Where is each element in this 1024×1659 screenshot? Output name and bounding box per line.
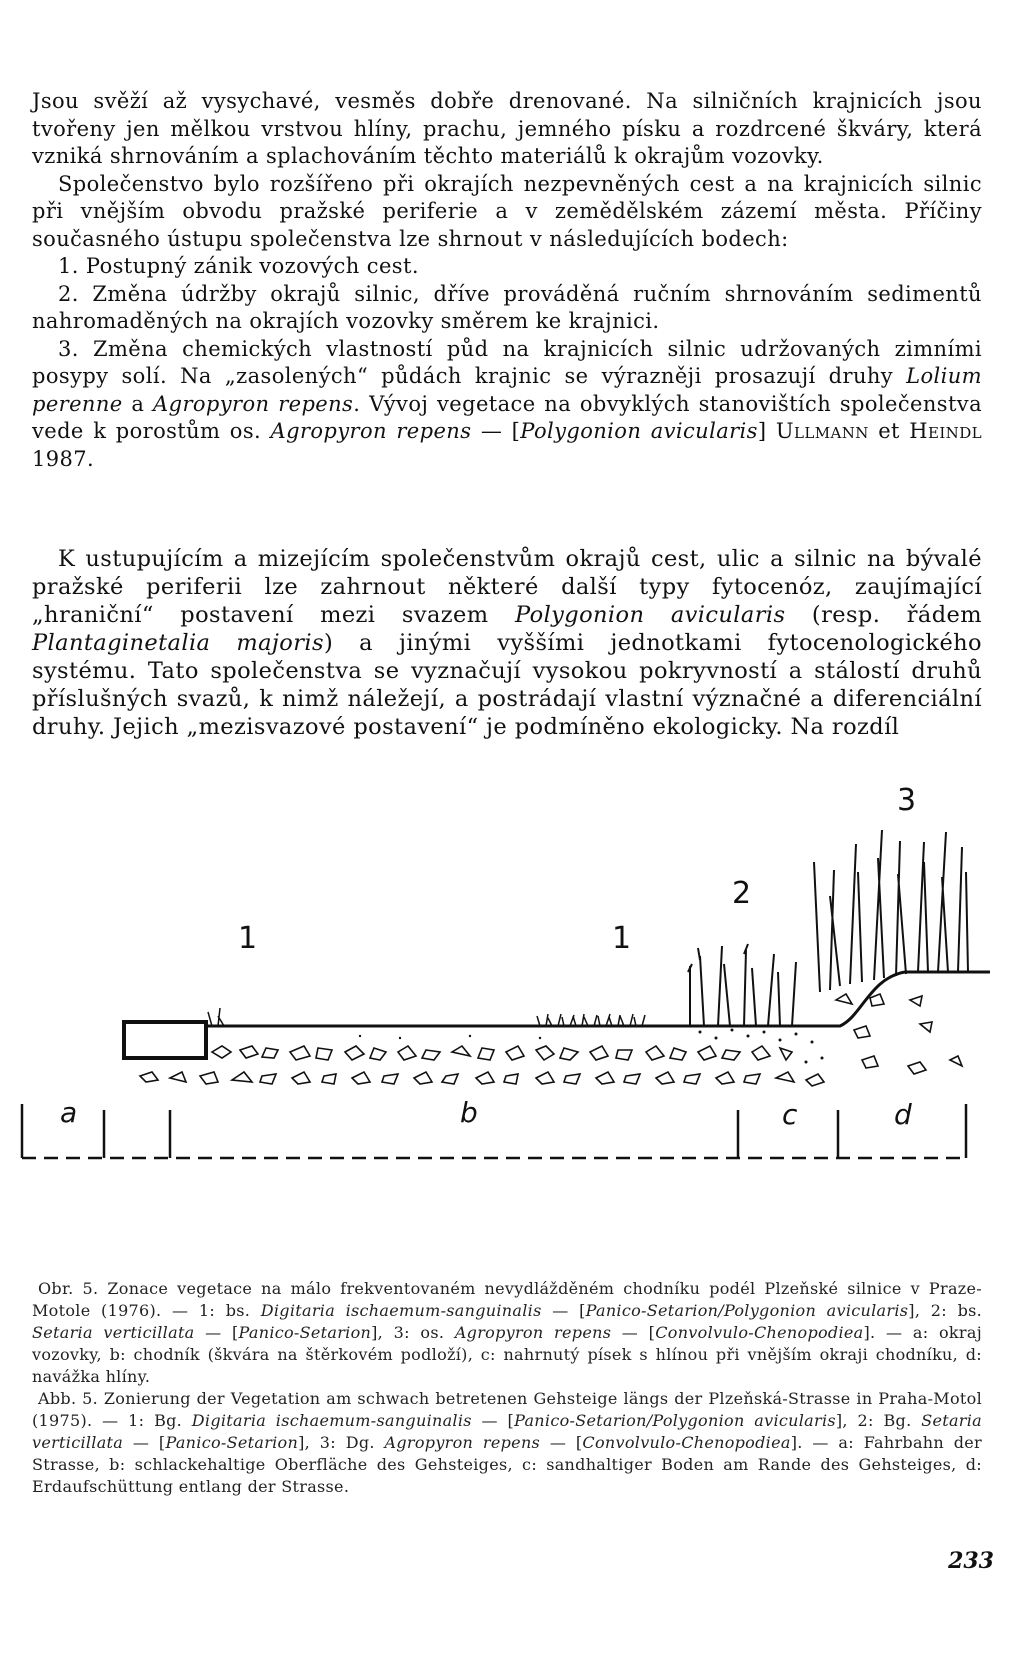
text-run: 1987.: [32, 446, 95, 471]
section-label-d: d: [894, 1098, 912, 1131]
syntaxon-name: Plantaginetalia majoris: [32, 630, 324, 656]
text-run: — [: [123, 1433, 166, 1452]
zone-label-3: 3: [897, 783, 917, 818]
syntaxon-name: Convolvulo-Chenopodiea: [582, 1433, 791, 1452]
section-dividers: [22, 1104, 966, 1158]
species-name: Agropyron repens: [153, 391, 354, 416]
curb-stone: [124, 1022, 206, 1058]
text-run: — [: [471, 1411, 515, 1430]
text-run: K ustupujícím a mizejícím společenstvům okrajů cest, ulic a silnic na bývalé pražské periferii lze zahrnout některé další typy fytocenóz, zaujímající „hraniční“ postavení mezi svazem: [32, 546, 982, 628]
text-run: Obr. 5. Zonace vegetace na málo frekventovaném nevydlážděném chodníku podél Plzeňské silnice v Praze-Motole (1976). — 1: bs.: [32, 1279, 982, 1320]
text-run: ], 3: os.: [371, 1323, 455, 1342]
text-run: — [: [471, 419, 521, 443]
list-item-2: 2. Změna údržby okrajů silnic, dříve prováděná ručním shrnováním sedimentů nahromaděných na okrajích vozovky směrem ke krajnici.: [32, 281, 982, 333]
caption-czech: [32, 1278, 982, 1388]
section-label-c: c: [782, 1098, 798, 1131]
text-run: — [: [194, 1323, 239, 1342]
text-run: Abb. 5. Zonierung der Vegetation am schwach betretenen Gehsteige längs der Plzeňská-Strasse in Praha-Motol (1975). — 1: Bg.: [32, 1389, 982, 1430]
text-run: 3. Změna chemických vlastností půd na krajnicích silnic udržovaných zimními posypy solí. Na „zasolených“ půdách krajnic se výrazněji prosazují druhy: [32, 336, 982, 388]
author-name: Ullmann: [775, 419, 869, 443]
text-run: (resp. řádem: [785, 602, 982, 628]
zone-label-1-left: 1: [238, 921, 258, 956]
species-name: Setaria verticillata: [32, 1323, 195, 1342]
text-run: ) a jinými vyššími jednotkami fytocenologického systému. Tato společenstva se vyznačují vysokou pokryvností a stálostí druhů příslušných svazů, k nimž náležejí, a postrádají vlastní význačné a diferenciální druhy. Jejich „mezisvazové postavení“ je podmíněno ekologicky. Na rozdíl: [32, 630, 982, 740]
section-label-a: a: [60, 1096, 78, 1129]
text-run: et: [868, 419, 910, 443]
syntaxon-name: Panico-Setarion/Polygonion avicularis: [585, 1301, 909, 1320]
zone-label-1-right: 1: [612, 921, 632, 956]
syntaxon-name: Convolvulo-Chenopodiea: [655, 1323, 864, 1342]
text-run: — [: [540, 1433, 583, 1452]
body-section-2: [32, 545, 982, 741]
paragraph-transitional-communities: [32, 545, 982, 741]
text-run: a: [122, 391, 154, 416]
body-section-1: [32, 88, 982, 473]
text-run: ]. — a: okraj vozovky, b: chodník (škvára na štěrkovém podloží), c: nahrnutý písek s hlínou při vnějším okraji chodníku, d: navážka hlíny.: [32, 1323, 982, 1386]
text-run: ]. — a: Fahrbahn der Strasse, b: schlackehaltige Oberfläche des Gehsteiges, c: sandhaltiger Boden am Rande des Gehsteiges, d: Erdaufschüttung entlang der Strasse.: [32, 1433, 983, 1496]
text-run: ], 2: bs.: [908, 1301, 983, 1320]
caption-german: [32, 1388, 982, 1498]
page-number: 233: [948, 1548, 994, 1574]
author-name: Heindl: [909, 419, 982, 443]
figure-5-zonation-diagram: [0, 760, 1024, 1260]
syntaxon-name: Panico-Setarion: [238, 1323, 372, 1342]
list-item-1: 1. Postupný zánik vozových cest.: [58, 254, 419, 278]
paragraph-soil: Jsou svěží až vysychavé, vesměs dobře drenované. Na silničních krajnicích jsou tvořeny jen mělkou vrstvou hlíny, prachu, jemného písku a rozdrcené škváry, která vzniká shrnováním a splachováním těchto materiálů k okrajům vozovky.: [32, 89, 982, 168]
zonation-drawing: [0, 760, 1024, 1260]
species-name: Agropyron repens: [384, 1433, 541, 1452]
zone-label-2: 2: [732, 876, 752, 911]
syntaxon-name: Panico-Setarion: [165, 1433, 299, 1452]
syntaxon-name: Panico-Setarion/Polygonion avicularis: [514, 1411, 836, 1430]
text-run: . Vývoj vegetace na obvyklých stanovištích společenstva vede k porostům os.: [32, 391, 982, 443]
text-run: — [: [541, 1301, 586, 1320]
text-run: ]: [757, 419, 776, 443]
syntaxon-name: Polygonion avicularis: [520, 419, 758, 443]
species-name: Setaria verticillata: [32, 1411, 982, 1452]
species-name: Digitaria ischaemum-sanguinalis: [260, 1301, 542, 1320]
agropyron-zone-3: [814, 830, 968, 992]
gravel-stones: [140, 994, 962, 1086]
paragraph-distribution: Společenstvo bylo rozšířeno při okrajích nezpevněných cest a na krajnicích silnic při vnějším obvodu pražské periferie a v zemědělském zázemí města. Příčiny současného ústupu společenstva lze shrnout v následujících bodech:: [32, 171, 982, 251]
species-name: Lolium perenne: [32, 364, 982, 416]
low-grass-zone-1: [208, 1008, 645, 1026]
figure-caption: [32, 1278, 982, 1498]
species-name: Agropyron repens: [454, 1323, 612, 1342]
list-item-3: [32, 336, 982, 474]
species-name: Agropyron repens: [270, 419, 472, 443]
text-run: ], 3: Dg.: [298, 1433, 385, 1452]
text-run: ], 2: Bg.: [835, 1411, 922, 1430]
syntaxon-name: Polygonion avicularis: [515, 602, 786, 628]
species-name: Digitaria ischaemum-sanguinalis: [191, 1411, 472, 1430]
text-run: — [: [611, 1323, 656, 1342]
section-label-b: b: [460, 1096, 478, 1129]
setaria-zone-2: [688, 944, 796, 1026]
sand-dots: [359, 1029, 824, 1064]
